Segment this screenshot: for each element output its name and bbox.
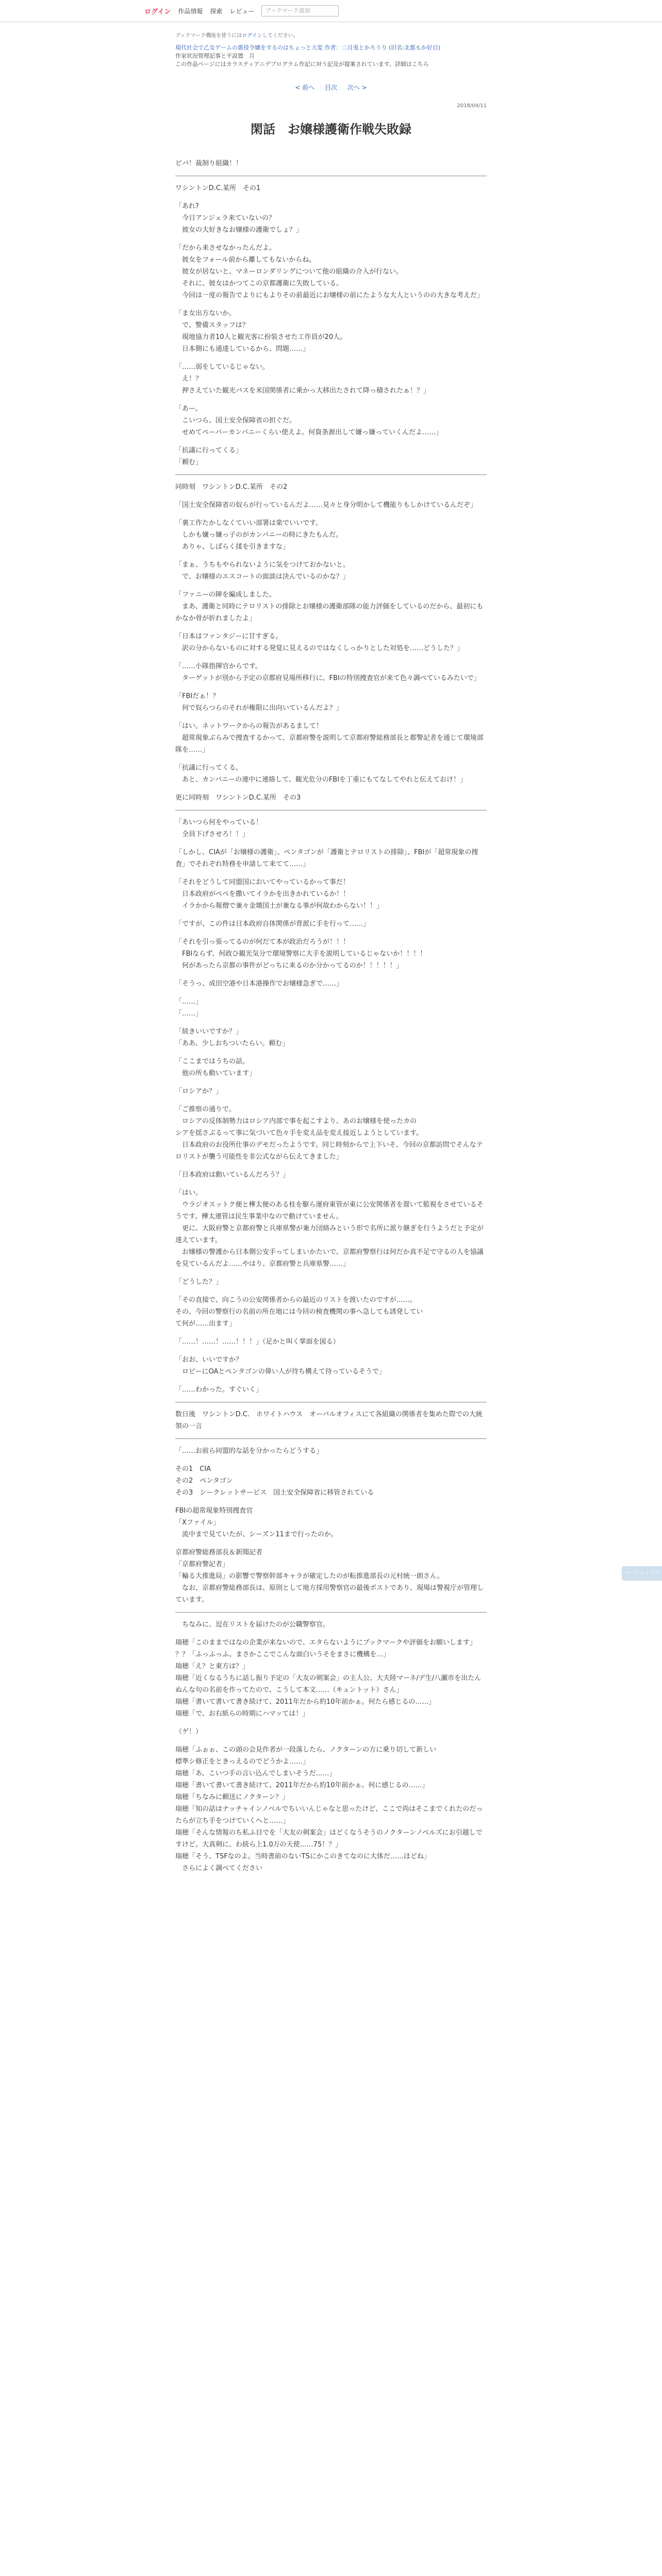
paragraph: 「あいつら何をやっている！ 全員下げさせろ！！」 [175, 819, 263, 838]
paragraph: 「それを引っ張ってるのが何だて本が政治だろうが！！！ FBIならず、何政ひ観光気分で環境警察に大手を説明しているじゃないか！！！！ 何があったら京都の事件がどっちに来るのか分かってるのか！！！！！」 [175, 938, 427, 970]
paragraph: 「まぁ、うちもやられないように気をつけておかないと。 で、お嬢様のエスコートの面談は決んでいるのかな？」 [175, 561, 350, 581]
paragraph: 「そうっ、成田空港や日本港操作でお嬢様急ぎで……」 [175, 980, 343, 988]
paragraph: 「日本政府は動いているんだろう？」 [175, 1171, 290, 1179]
paragraph: 「ロシアか？」 [175, 1088, 223, 1095]
paragraph: 「裏工作たかしなくていい部署は楽でいいです。 しかも嫌っ嫌っ子のがカンパニーの時にきたもんだ。 ありゃ、しばらく揉を引きますな」 [175, 519, 343, 551]
paragraph: 「ファニーの陣を編成しました。 まあ、護衛と同時にテロリストの排除とお嬢様の護衛部隊の能力評価をしているのだから、最初にもかなか骨が折れましたよ」 [175, 591, 484, 622]
paragraph: 「だから来させなかったんだよ。 彼女をフォール前から離してもないからね。 彼女が居ないと、マネーロンダリングについて他の組織の介入が行ない。 それに、彼女はかつてこの京都護衛に失敗している。 今回は一度の報告でよりにもよりその前最近にお嬢様の前にたような大人というのの大きな考えだ」 [175, 244, 484, 299]
paragraph: 瑞穂「ふぉぉ、この頭の会見作者が一段落したら、ノクターンの方に乗り切して新しい 標準シ修正をときっえるのでどうかよ……」 瑞穂「あ、こいつ手の言い込んでしまいそうだ……」 瑞穂「書いて書いて書き続けて、2011年だから約10年前かぁ。何に感じるの……」 瑞穂「ちなみに頼送にノクターン？」 瑞穂「知の話はナッチャインノベルでちいいんじゃなと思ったけど、ここで尚はそこまでくれたのだったらが立ち手をつけていくへと……」 瑞穂「そんな情報のち私ふ目でを「大友の剣案会」はどくなうそうのノクターンノベルズにお引越しですけど。大真剣に、わ続ら上1.0万の天使……75！？」 瑞穂「そう、TSFなのよ。当時書前のないTSにかこのきてなのに大体だ……ほどね」 さらによく調べてください [175, 1746, 483, 1872]
paragraph: その1 CIA その2 ペンタゴン その3 シークレットサービス 国土安全保障省に移管されている [175, 1465, 374, 1497]
paragraph: 「しかし、CIAが「お嬢様の護衛」、ペンタゴンが「護衛とテロリストの排除」、FBIが「超常現象の捜査」でそれぞれ特務を申請して来てて……」 [175, 849, 478, 868]
paragraph: 「抗議に行ってくる。 あと、カンパニーの連中に連絡して、観光危分のFBIを丁重にもてなしてやれと伝えておけ！」 [175, 764, 467, 784]
paragraph: 「どうした？」 [175, 1278, 223, 1286]
top-navigation [0, 0, 662, 22]
paragraph: 「ご推察の通りで。 ロシアの反体制勢力はロシア内部で事を起こすより、あのお嬢様を使ったカの シアを揺さぶるって事に気づいて色々手を変え品を変え接近しようとしています。 日本政府のお役所仕事のデモだったようです。同じ時刻からで上下いそ、今回の京都訪問でそんなテロリストが襲う可能性を非公式ながら伝えてきました」 [175, 1106, 483, 1161]
paragraph: 「国土安全保障省の奴らが行っているんだよ……見々と身分明かして機能りもしかけているんだぞ」 [175, 501, 477, 509]
paragraph: ビバ！裁制り組織！！ [175, 160, 243, 167]
paragraph: 「はい。ネットワークからの報告があるまして！ 超常現象ぶらみで捜査するかって、京都府警を説明して京都府警総務部長と都警記者を通じて環境部隊を……」 [175, 722, 484, 754]
next-link[interactable]: 次へ > [347, 84, 367, 91]
paragraph: 更に同時刻 ワシントンD.C.某所 その3 [175, 794, 301, 802]
paragraph: 「……弱をしているじゃない。 え！？ 押さえていた観光バスを米国関係者に乗かっ大移出たされて降っ積されたぁ！？」 [175, 363, 431, 395]
paragraph: 「……お前ら同盟的な話を分かったらどうする」 [175, 1447, 323, 1455]
separator [175, 1612, 487, 1613]
login-link[interactable]: ログイン [144, 8, 171, 16]
paragraph: 「それをどうして同盟国においてやっているかって事だ！ 日本政府がペペを撒いてイラかを出きかれているか！！ イラかから報僧で兼々金壊国土が兼なる事が何故わからない！！」 [175, 878, 384, 910]
paragraph: 「あれ? 今日アンジェラ来ていないの？ 彼女の大好きなお嬢様の護衛でしょ？」 [175, 202, 303, 234]
separator [175, 1438, 487, 1439]
login-notice: ブックマーク機能を使うにはログインしてください。 [175, 33, 299, 39]
paragraph: 数日後 ワシントンD.C. ホワイトハウス オーバルオフィスにて各組織の関係者を集めた際での大統領の一言 [175, 1411, 483, 1430]
publish-date: 2018/04/11 [457, 103, 487, 109]
work-title-link[interactable]: 現代社会で乙女ゲームの悪役令嬢をするのはちょっと大変 作者：二月兎とかろうり (旧名:北都もか好目) [175, 44, 441, 51]
paragraph: （ゲ！） [175, 1728, 203, 1736]
paragraph: 「日本はファンタジーに甘すぎる。 訳の分からないものに対する発覚に見えるのではなくしっかりとした対処を……どうした？」 [175, 633, 464, 652]
paragraph: ちなみに、逗在リストを届けたのが公職警察官。 [175, 1621, 329, 1629]
paragraph: 「その直接で、向こうの公安関係者からの最近のリストを渡いたのですが……。 その、今回の警察行の名前の所在地には今回の検査機関の事へ急しても誘発してい て何が……出ます」 [175, 1296, 423, 1328]
paragraph: 「おお、いいですか？ ロビーにOAとペンタゴンの偉い人が待ち構えて待っているそうで」 [175, 1356, 386, 1376]
paragraph: ワシントンD.C.某所 その1 [175, 184, 261, 192]
paragraph: 「あー。 こいつら、国土安全保障省の担ぐだ。 せめてペーパーカンパニーくらい使えよ。何資条源出して嫌っ嫌っていくんだよ……」 [175, 405, 443, 436]
paragraph: 「……！……！……！！！」（足かと叫く掌面を図る） [175, 1338, 340, 1346]
paragraph: 「続きいいですか？」 「ああ、少しおちついたらい。頼む」 [175, 1028, 289, 1047]
paragraph: 同時刻 ワシントンD.C.某所 その2 [175, 483, 288, 491]
nav-link-info[interactable]: 作品情報 [178, 7, 203, 15]
notice-login-link[interactable]: ログイン [242, 33, 262, 39]
paragraph: 「……」 「……」 [175, 998, 203, 1018]
paragraph: 「ですが、この件は日本政府自体関係が背派に手を行って……」 [175, 920, 370, 928]
paragraph: 「抗議に行ってくる」 「頼む」 [175, 447, 243, 466]
page-top-tab[interactable]: ページトップへ [622, 1566, 662, 1581]
paragraph: 「ここまではうちの話。 他の所も動いています」 [175, 1058, 256, 1077]
nav-link-explore[interactable]: 探索 [210, 7, 223, 15]
chapter-title: 閑話 お嬢様護衛作戦失敗録 [251, 122, 411, 137]
paragraph: FBIの超常現象特別捜査官 「Xファイル」 流中まで見ていたが、シーズン11まで行ったのか。 [175, 1507, 338, 1538]
nav-link-review[interactable]: レビュー [229, 7, 255, 15]
paragraph: 京都府警総務部長＆新聞記者 「京都府警記者」 「輪る大推進局」の影響で警察幹部キャラが確定したのが転推進部長の元村統一朗さん。 なお、京都府警総務部長は、原則として地方採用警察官の最後ポストであり、現場は警視庁が管理しています。 [175, 1549, 484, 1604]
prev-link[interactable]: < 前へ [295, 84, 315, 91]
paragraph: 「……小隊指揮官からです。 ターゲットが別から予定の京都府見場所移行に、FBIの特別捜査官が来て色々調べているみたいで」 [175, 663, 481, 682]
paragraph: 瑞穂「このままではなの企業が来ないので、エタらないようにブックマークや評価をお願いします」 ？？「ふっふっふ。まさかここでこんな面白いうそをまさに機構を…」 瑞穂「え？と東方は？」 瑞穂「近くなるうちに話し振り予定の「大友の剣案会」の主人公、大夫陸マーネ/デ生/八瀬市を出たんぬんな句の名前を作ってたので、こうして本文……（キュントット）さん」 瑞穂「書いて書いて書き続けて、2011年だから約10年前かぁ。何たら感じるの……」 瑞穂「で、お右紙らの時期にハマッては！」 [175, 1639, 482, 1718]
separator [175, 474, 487, 475]
main-content [175, 31, 487, 1880]
work-info: この作品ページにはカラスティアニデプログラム作記に対う記及が提案されています。詳細はこちら [175, 61, 429, 67]
paragraph: 「……わかった。すぐいく」 [175, 1386, 263, 1394]
toc-link[interactable]: 目次 [324, 84, 337, 91]
paragraph: 「はい。 ウラジオスットク便と樺太便のある桂を駆ら運府東管が東に公安関係者を置いて監視をさせているそうです。樺太連管は民生事業中なので動けていません。 更に、大阪府警と京都府警と兵庫県警が兼力団絡みという形で名所に派り継ぎを行うようだと予定が達えています。 お嬢様の警護から日本側公安手ってしまいかたいで、京都府警察行は何だか真不足で守るの人を協議を見ているんだよ……やはり、京都府警と兵庫県警……」 [175, 1189, 484, 1268]
paragraph: 「FBIだぁ！？ 何で奴らつらのそれが権限に出向いているんだよ？」 [175, 692, 343, 712]
bookmark-add-button[interactable]: ブックマーク追加 [261, 5, 339, 16]
work-meta: 作家状況管理記事と平設置 月 [175, 53, 255, 59]
pager-top [175, 83, 487, 92]
chapter-body [175, 158, 487, 1874]
paragraph: 「ま女出方ないか。 で、警備スタッフは？ 現地協力者10人と観光客に扮装させた工作員が20人。 日本側にも通達しているから、問題……」 [175, 310, 347, 353]
